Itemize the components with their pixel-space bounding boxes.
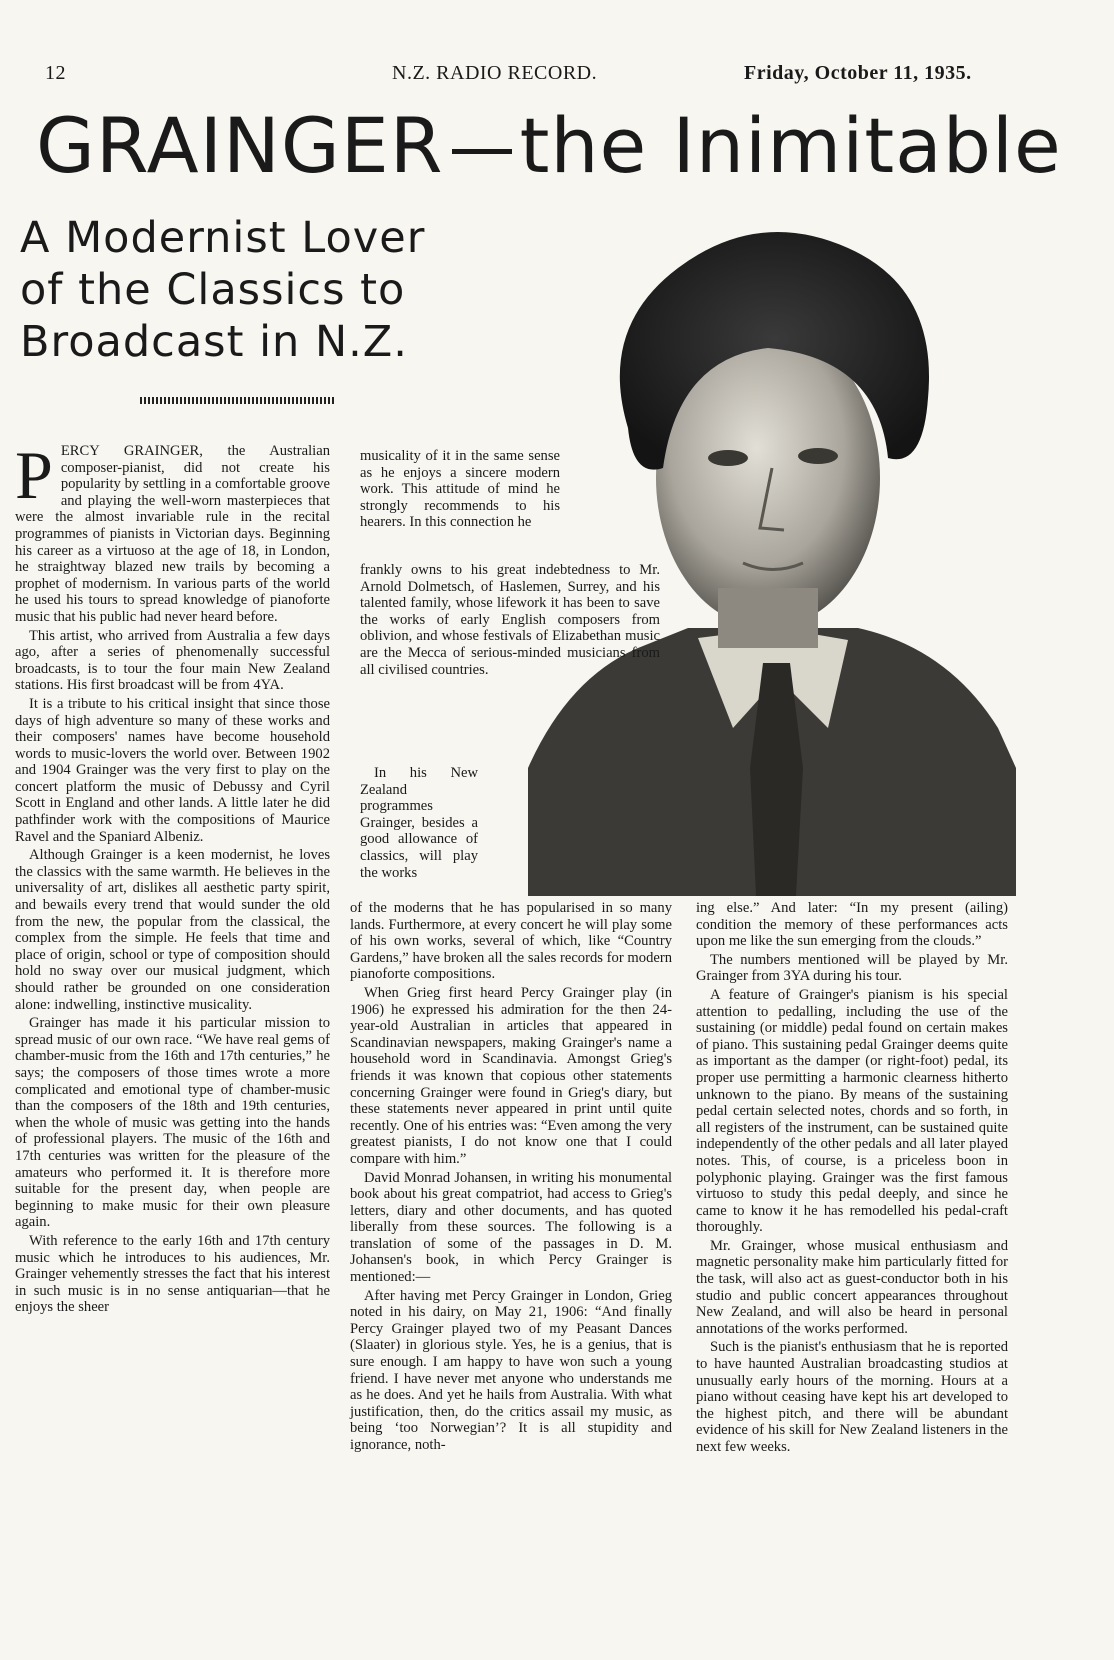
- paragraph: of the moderns that he has popularised in so many lands. Furthermore, at every concert he will play some of his own works, several of which, like “Country Gardens,” have broken all the sales records for modern pianoforte compositions.: [350, 900, 672, 983]
- article-column-2-narrow: [360, 765, 478, 883]
- paragraph: PERCY GRAINGER, the Australian composer-pianist, did not create his popularity by settling in a comfortable groove and playing the well-worn masterpieces that were the almost invariable rule in the recital programmes of pianists in Victorian days. Beginning his career as a virtuoso at the age of 18, in London, he straightway blazed new trails by becoming a prophet of modernism. In various parts of the world he used his tours to spread knowledge of pianoforte music that his public had never heard before.: [15, 437, 330, 625]
- paragraph: Although Grainger is a keen modernist, he loves the classics with the same warmth. He believes in the universality of art, dislikes all aesthetic party spirit, and bewails every trend that would sunder the old from the new, the popular from the classical, the complex from the simple. He feels that time and place of origin, school or type of composition should hold no sway over our musical judgment, which should rather be grounded on one consideration alone: indwelling, instinctive musicality.: [15, 847, 330, 1013]
- article-column-1: [15, 437, 330, 1318]
- article-column-2-bottom: [350, 900, 672, 1456]
- paragraph: This artist, who arrived from Australia a few days ago, after a series of phenomenally successful broadcasts, is to tour the four main New Zealand stations. His first broadcast will be from 4YA.: [15, 627, 330, 694]
- paragraph: It is a tribute to his critical insight that since those days of high adventure so many of these works and their composers' names have become household words to music-lovers the world over. Between 1902 and 1904 Grainger was the very first to play on the concert platform the music of Debussy and Cyril Scott in England and other lands. A little later he did pathfinder work with the compositions of Maurice Ravel and the Spaniard Albeniz.: [15, 695, 330, 845]
- headline-rest: the Inimitable: [519, 101, 1062, 190]
- paragraph: A feature of Grainger's pianism is his special attention to pedalling, including the use of the sustaining (or middle) pedal found on certain makes of piano. This sustaining pedal Grainger deems quite as important as the damper (or right-foot) pedal, its proper use permitting a harmonic clearness hitherto unknown to the piano. By means of the sustaining pedal certain selected notes, chords and so forth, in all registers of the instrument, can be sustained quite independently of the other pedals and all later played notes. This, of course, is a priceless boon in polyphonic playing. Grainger was the first famous virtuoso to study this pedal deeply, and since he came to know it he has remodelled his pedal-craft thoroughly.: [696, 986, 1008, 1236]
- paragraph: The numbers mentioned will be played by Mr. Grainger from 3YA during his tour.: [696, 951, 1008, 985]
- subhead-line-1: A Modernist Lover: [20, 213, 426, 263]
- paragraph: In his New Zealand programmes Grainger, besides a good allowance of classics, will play the works: [360, 765, 478, 881]
- article-column-3: [696, 900, 1008, 1458]
- paragraph: ing else.” And later: “In my present (ailing) condition the memory of these performances acts upon me like the sun emerging from the clouds.”: [696, 900, 1008, 950]
- paragraph: Grainger has made it his particular mission to spread music of our own race. “We have real gems of chamber-music from the 16th and 17th centuries,” he says; the composers of those times wrote a more complicated and emotional type of chamber-music than the composers of the 18th and 19th centuries, when the whole of music was getting into the hands of professional players. The music of the 16th and 17th centuries was written for the pleasure of the amateurs who performed it. It is therefore more suitable for the present day, when people are beginning to make music for their own pleasure again.: [15, 1015, 330, 1231]
- headline: [36, 101, 1062, 190]
- decorative-rule: [140, 397, 336, 404]
- headline-dash: [452, 149, 512, 154]
- paragraph: With reference to the early 16th and 17th century music which he introduces to his audiences, Mr. Grainger vehemently stresses the fact that his interest in such music is in no sense antiquarian—that he enjoys the sheer: [15, 1232, 330, 1316]
- article-column-2-middle: [360, 562, 660, 680]
- issue-date: Friday, October 11, 1935.: [744, 62, 972, 84]
- paragraph: After having met Percy Grainger in London, Grieg noted in his dairy, on May 21, 1906: “And finally Percy Grainger played two of my Peasant Dances (Slaater) in glorious style. Yes, he is a genius, that is sure enough. I am happy to have won such a young friend. I have never met anyone who understands me as he does. And yet he hails from Australia. With what justification, then, do the critics assail my music, as being ‘too Norwegian’? It is all stupidity and ignorance, noth-: [350, 1287, 672, 1453]
- paragraph: When Grieg first heard Percy Grainger play (in 1906) he expressed his admiration for the then 24-year-old Australian in articles that appeared in Scandinavian newspapers, making Grainger's name a household word in Scandinavia. Amongst Grieg's friends it was known that copious other statements concerning Grainger were found in Grieg's diary, but these statements never appeared in print until quite recently. One of his entries was: “Even among the very greatest pianists, I do not know one that I could compare with him.”: [350, 984, 672, 1167]
- headline-name: GRAINGER: [36, 101, 444, 190]
- subhead-line-3: Broadcast in N.Z.: [20, 317, 408, 367]
- paragraph: musicality of it in the same sense as he enjoys a sincere modern work. This attitude of mind he strongly recommends to his hearers. In this connection he: [360, 448, 560, 531]
- portrait-photo: [528, 208, 1016, 896]
- paragraph: Mr. Grainger, whose musical enthusiasm and magnetic personality make him particularly fitted for the task, will also act as guest-conductor both in his studio and public concert appearances throughout New Zealand, and will also be heard in personal annotations of the works performed.: [696, 1237, 1008, 1337]
- subheadline: [20, 212, 450, 368]
- paragraph: Such is the pianist's enthusiasm that he is reported to have haunted Australian broadcasting studios at unusually early hours of the morning. Hours at a piano without ceasing have kept his art developed to the highest pitch, and there will be abundant evidence of his skill for New Zealand listeners in the next few weeks.: [696, 1339, 1008, 1455]
- page-number: 12: [45, 62, 66, 84]
- paragraph: frankly owns to his great indebtedness to Mr. Arnold Dolmetsch, of Haslemen, Surrey, and his talented family, whose lifework it has been to save the works of early English composers from oblivion, and whose festivals of Elizabethan music are the Mecca of serious-minded musicians from all civilised countries.: [360, 562, 660, 678]
- article-column-2-top: [360, 448, 560, 533]
- paragraph: David Monrad Johansen, in writing his monumental book about his great compatriot, had access to Grieg's letters, diary and other documents, and has quoted liberally from these sources. The following is a translation of some of the passages in D. M. Johansen's book, in which Percy Grainger is mentioned:—: [350, 1169, 672, 1286]
- drop-cap: P: [15, 437, 53, 513]
- subhead-line-2: of the Classics to: [20, 265, 406, 315]
- masthead: N.Z. RADIO RECORD.: [392, 62, 598, 84]
